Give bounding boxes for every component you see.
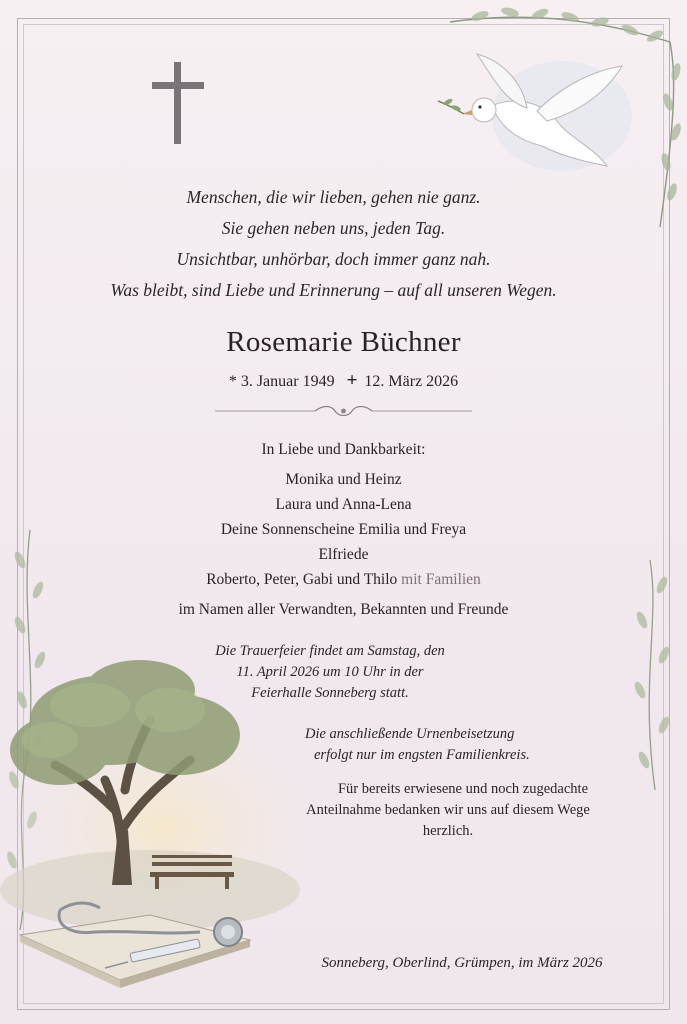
thanks-line: Anteilnahme bedanken wir uns auf diesem Wege [306,802,590,818]
ornamental-divider [215,403,472,419]
funeral-service-info [210,641,450,704]
verse-line: Was bleibt, sind Liebe und Erinnerung – auf all unseren Wegen. [110,280,557,300]
thanks-line: herzlich. [422,823,474,839]
service-line: Feierhalle Sonneberg statt. [251,685,409,701]
mourner-line: Monika und Heinz [285,471,402,488]
mourner-line: Elfriede [318,546,369,563]
service-line: Die Trauerfeier findet am Samstag, den [215,643,445,659]
mourners-heading: In Liebe und Dankbarkeit: [261,441,426,458]
death-cross-symbol: + [346,370,358,391]
verse-line: Sie gehen neben uns, jeden Tag. [221,218,446,238]
thanks-note [258,779,638,842]
burial-line: Die anschließende Urnenbeisetzung [305,726,515,742]
deceased-name: Rosemarie Büchner [226,326,461,358]
service-line: 11. April 2026 um 10 Uhr in der [236,664,424,680]
cross-icon [152,62,204,144]
mourner-line [60,567,627,592]
mourner-line: Laura und Anna-Lena [275,496,412,513]
burial-info [285,724,645,766]
verse-line: Menschen, die wir lieben, gehen nie ganz. [186,187,481,207]
relatives-line: im Namen aller Verwandten, Bekannten und Freunde [178,601,509,618]
mourners-list [60,437,627,622]
verse-line: Unsichtbar, unhörbar, doch immer ganz nah. [176,249,491,269]
mourner-names: Roberto, Peter, Gabi und Thilo [206,571,398,588]
memorial-verse [40,182,627,306]
place-and-date: Sonneberg, Oberlind, Grümpen, im März 2026 [321,955,603,971]
birth-date: * 3. Januar 1949 [228,373,335,390]
thanks-line: Für bereits erwiesene und noch zugedachte [337,781,589,797]
mourner-line: Deine Sonnenscheine Emilia und Freya [220,521,467,538]
burial-line: erfolgt nur im engsten Familienkreis. [314,747,530,763]
dove-illustration [432,46,632,196]
mourner-suffix: mit Familien [401,571,481,588]
death-date: 12. März 2026 [364,373,459,390]
life-dates [0,370,687,392]
